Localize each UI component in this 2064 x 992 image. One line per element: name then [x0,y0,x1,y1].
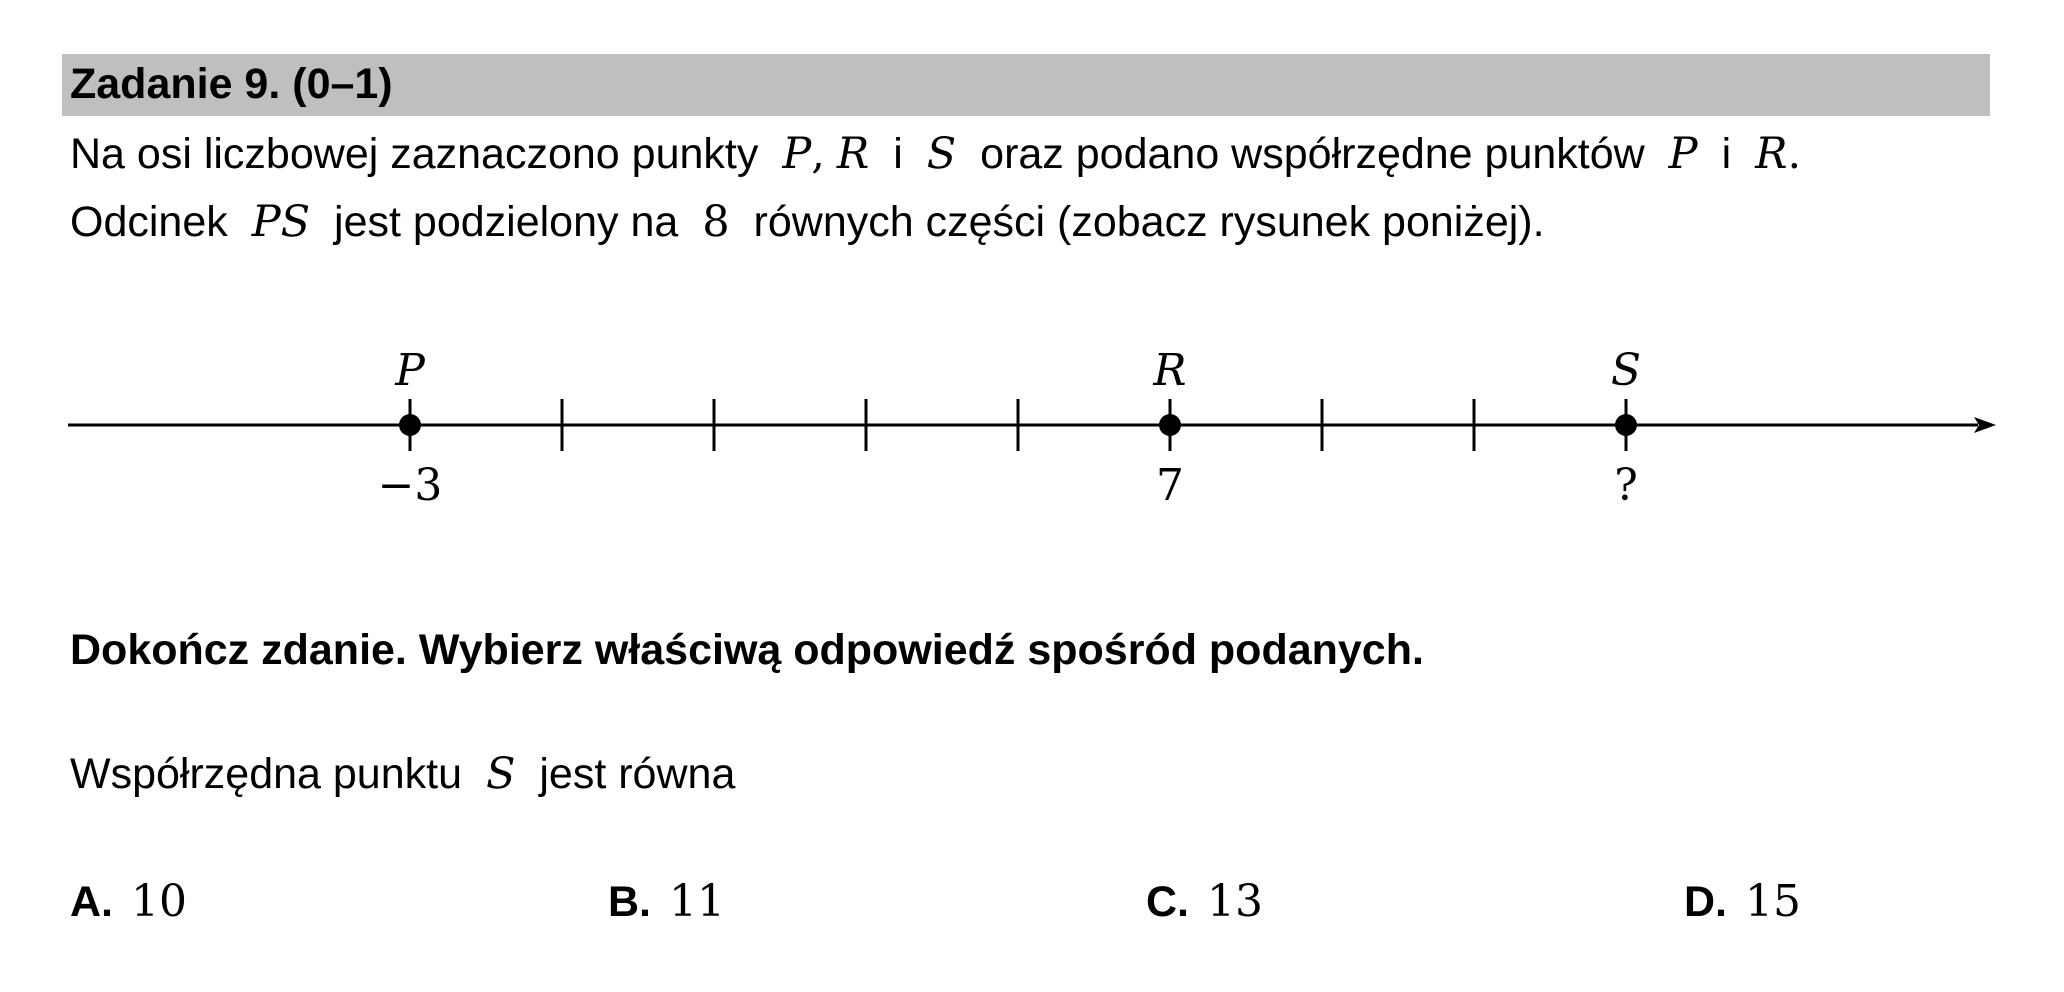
intro-text: Odcinek [70,198,228,246]
math-p: P [782,129,812,179]
number-line-figure [0,330,2064,530]
answer-option-d[interactable] [1684,876,1801,928]
math-comma: , [811,129,825,179]
point-s-dot [1615,414,1637,436]
axis-points [378,345,1642,511]
math-r: R [836,129,870,179]
math-p: P [1668,129,1698,179]
intro-text: równych części (zobacz rysunek poniżej). [753,198,1545,246]
math-ps: PS [251,197,311,247]
point-p-label: P [395,345,425,396]
intro-text: Na osi liczbowej zaznaczono punkty [70,130,759,178]
task-title: Zadanie 9. (0–1) [70,60,393,108]
answer-option-b[interactable] [608,876,725,928]
point-p-dot [399,414,421,436]
answer-option-c[interactable] [1146,876,1263,928]
math-s: S [485,749,516,799]
point-p-value: −3 [377,460,443,511]
point-r-value: 7 [1156,460,1184,511]
question-part: Współrzędna punktu [70,750,462,798]
math-eight: 8 [702,197,730,247]
intro-text: oraz podano współrzędne punktów [980,130,1645,178]
answer-value: 11 [669,876,725,927]
answer-letter: A. [70,878,113,926]
point-r-label: R [1153,345,1187,396]
math-dot: . [1787,129,1802,179]
answer-letter: D. [1684,878,1727,926]
question-part: jest równa [539,750,736,798]
intro-text: i [893,130,903,178]
answer-value: 15 [1745,876,1801,927]
intro-text: jest podzielony na [334,198,679,246]
point-s-value: ? [1614,460,1638,511]
math-r: R [1755,129,1788,179]
answer-value: 13 [1207,876,1263,927]
answer-letter: C. [1146,878,1189,926]
answer-option-a[interactable] [70,876,187,928]
math-s: S [926,129,957,179]
question-text [70,748,735,800]
point-r-dot [1159,414,1181,436]
intro-line-1 [70,128,1801,180]
intro-line-2 [70,196,1545,248]
answer-value: 10 [131,876,187,927]
answer-letter: B. [608,878,651,926]
point-s-label: S [1610,345,1642,396]
intro-text: i [1721,130,1732,178]
instruction-text: Dokończ zdanie. Wybierz właściwą odpowiedź spośród podanych. [70,626,1424,674]
